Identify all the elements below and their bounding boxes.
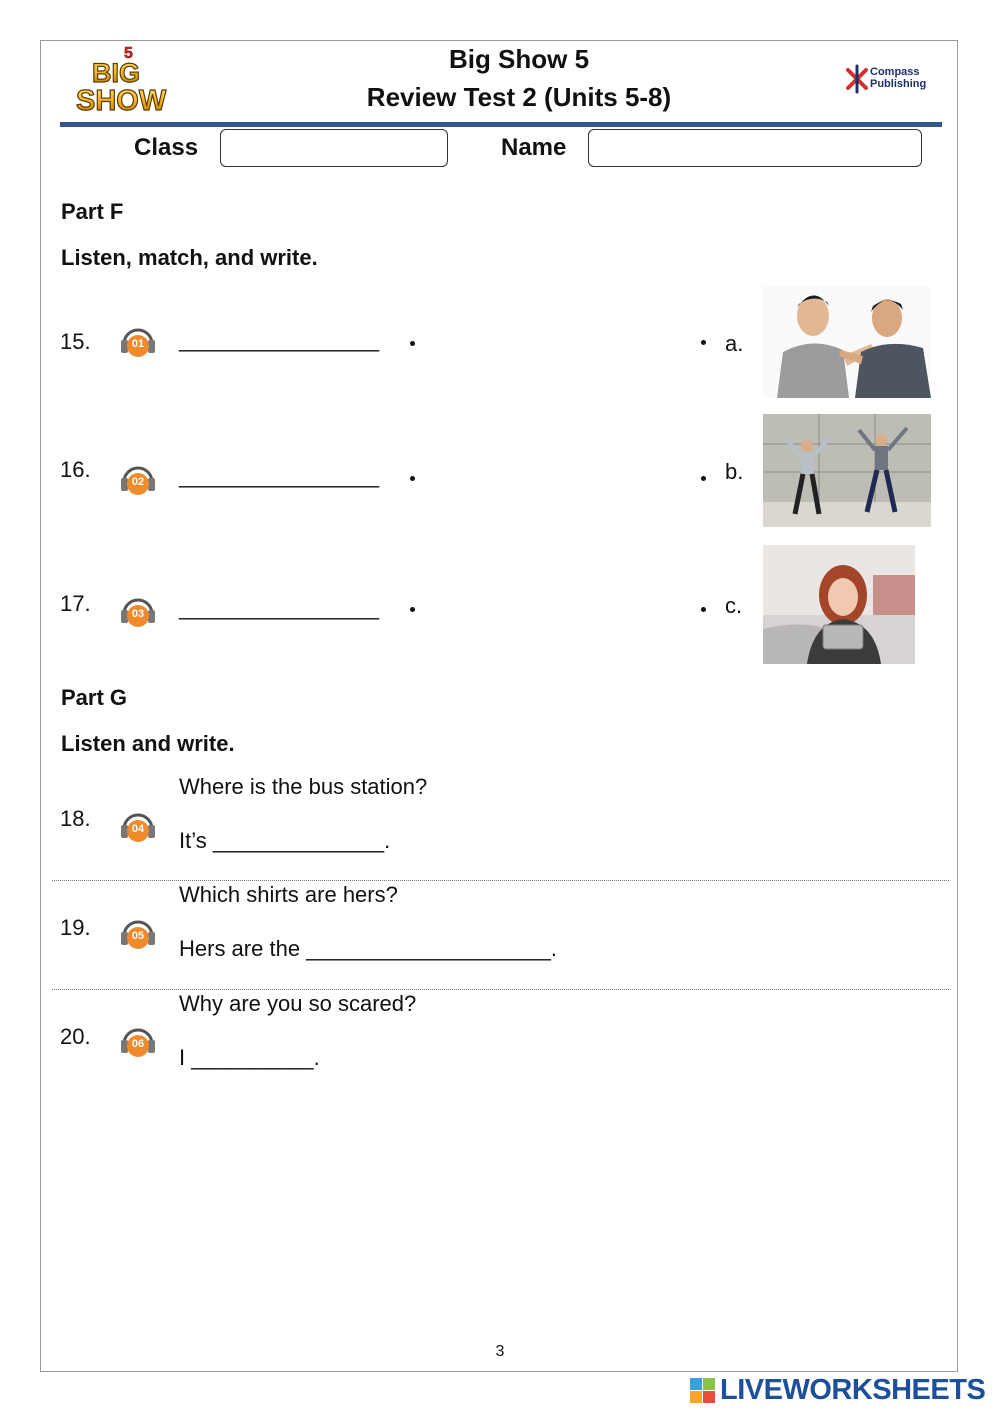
item-number: 15. [60,329,91,354]
worksheet-title: Big Show 5 [448,44,590,74]
photo-two-boys-arguing [763,286,931,398]
compass-star-icon [844,64,870,94]
publisher-name-line1: Compass [870,66,920,78]
track-number: 02 [131,476,145,488]
worksheet-page [40,40,958,1372]
class-label: Class [134,134,199,161]
audio-track-icon[interactable] [118,1022,158,1062]
audio-track-icon[interactable] [118,460,158,500]
photo-two-people-jumping-jacks [763,414,931,527]
track-number: 05 [131,930,145,942]
liveworksheets-watermark [690,1374,990,1408]
match-dot-right[interactable] [701,476,706,481]
item-number: 20. [60,1024,91,1049]
page-number: 3 [495,1343,505,1360]
answer-blank[interactable]: _________________ [179,463,379,488]
track-number: 03 [131,608,145,620]
answer-line[interactable]: It’s ______________. [179,828,391,853]
track-number: 06 [131,1038,145,1050]
worksheet-subtitle: Review Test 2 (Units 5-8) [366,82,672,112]
answer-blank[interactable]: _________________ [179,327,379,352]
part-g-instruction: Listen and write. [61,731,235,756]
photo-girl-playing-tablet [763,545,915,664]
answer-line[interactable]: I __________. [179,1045,320,1070]
publisher-name-line2: Publishing [870,78,927,90]
match-dot-left[interactable] [410,607,415,612]
track-number: 01 [131,338,145,350]
match-dot-right[interactable] [701,340,706,345]
liveworksheets-icon [690,1378,716,1404]
svg-text:5: 5 [124,45,133,62]
answer-line[interactable]: Hers are the ____________________. [179,936,557,961]
answer-blank[interactable]: _________________ [179,595,379,620]
audio-track-icon[interactable] [118,592,158,632]
part-f-title: Part F [61,199,124,224]
track-number: 04 [131,823,145,835]
option-letter: b. [725,459,744,484]
part-g-title: Part G [61,685,128,710]
question-text: Where is the bus station? [179,774,428,799]
name-label: Name [501,134,567,161]
question-text: Why are you so scared? [179,991,417,1016]
class-field[interactable] [220,129,448,167]
part-f-instruction: Listen, match, and write. [61,245,318,270]
name-field[interactable] [588,129,922,167]
audio-track-icon[interactable] [118,807,158,847]
match-dot-left[interactable] [410,476,415,481]
match-dot-right[interactable] [701,607,706,612]
header-rule [60,122,942,127]
question-text: Which shirts are hers? [179,882,398,907]
item-number: 18. [60,806,91,831]
divider [52,880,949,881]
item-number: 19. [60,915,91,940]
audio-track-icon[interactable] [118,322,158,362]
svg-text:SHOW: SHOW [76,85,167,116]
item-number: 16. [60,457,91,482]
option-letter: a. [725,331,744,356]
watermark-text: LIVEWORKSHEETS [720,1374,986,1406]
match-dot-left[interactable] [410,341,415,346]
item-number: 17. [60,591,91,616]
big-show-logo [72,44,194,116]
compass-publishing-logo [842,62,937,98]
svg-text:BIG: BIG [92,58,141,88]
option-letter: c. [725,593,743,618]
divider [52,989,949,990]
audio-track-icon[interactable] [118,914,158,954]
